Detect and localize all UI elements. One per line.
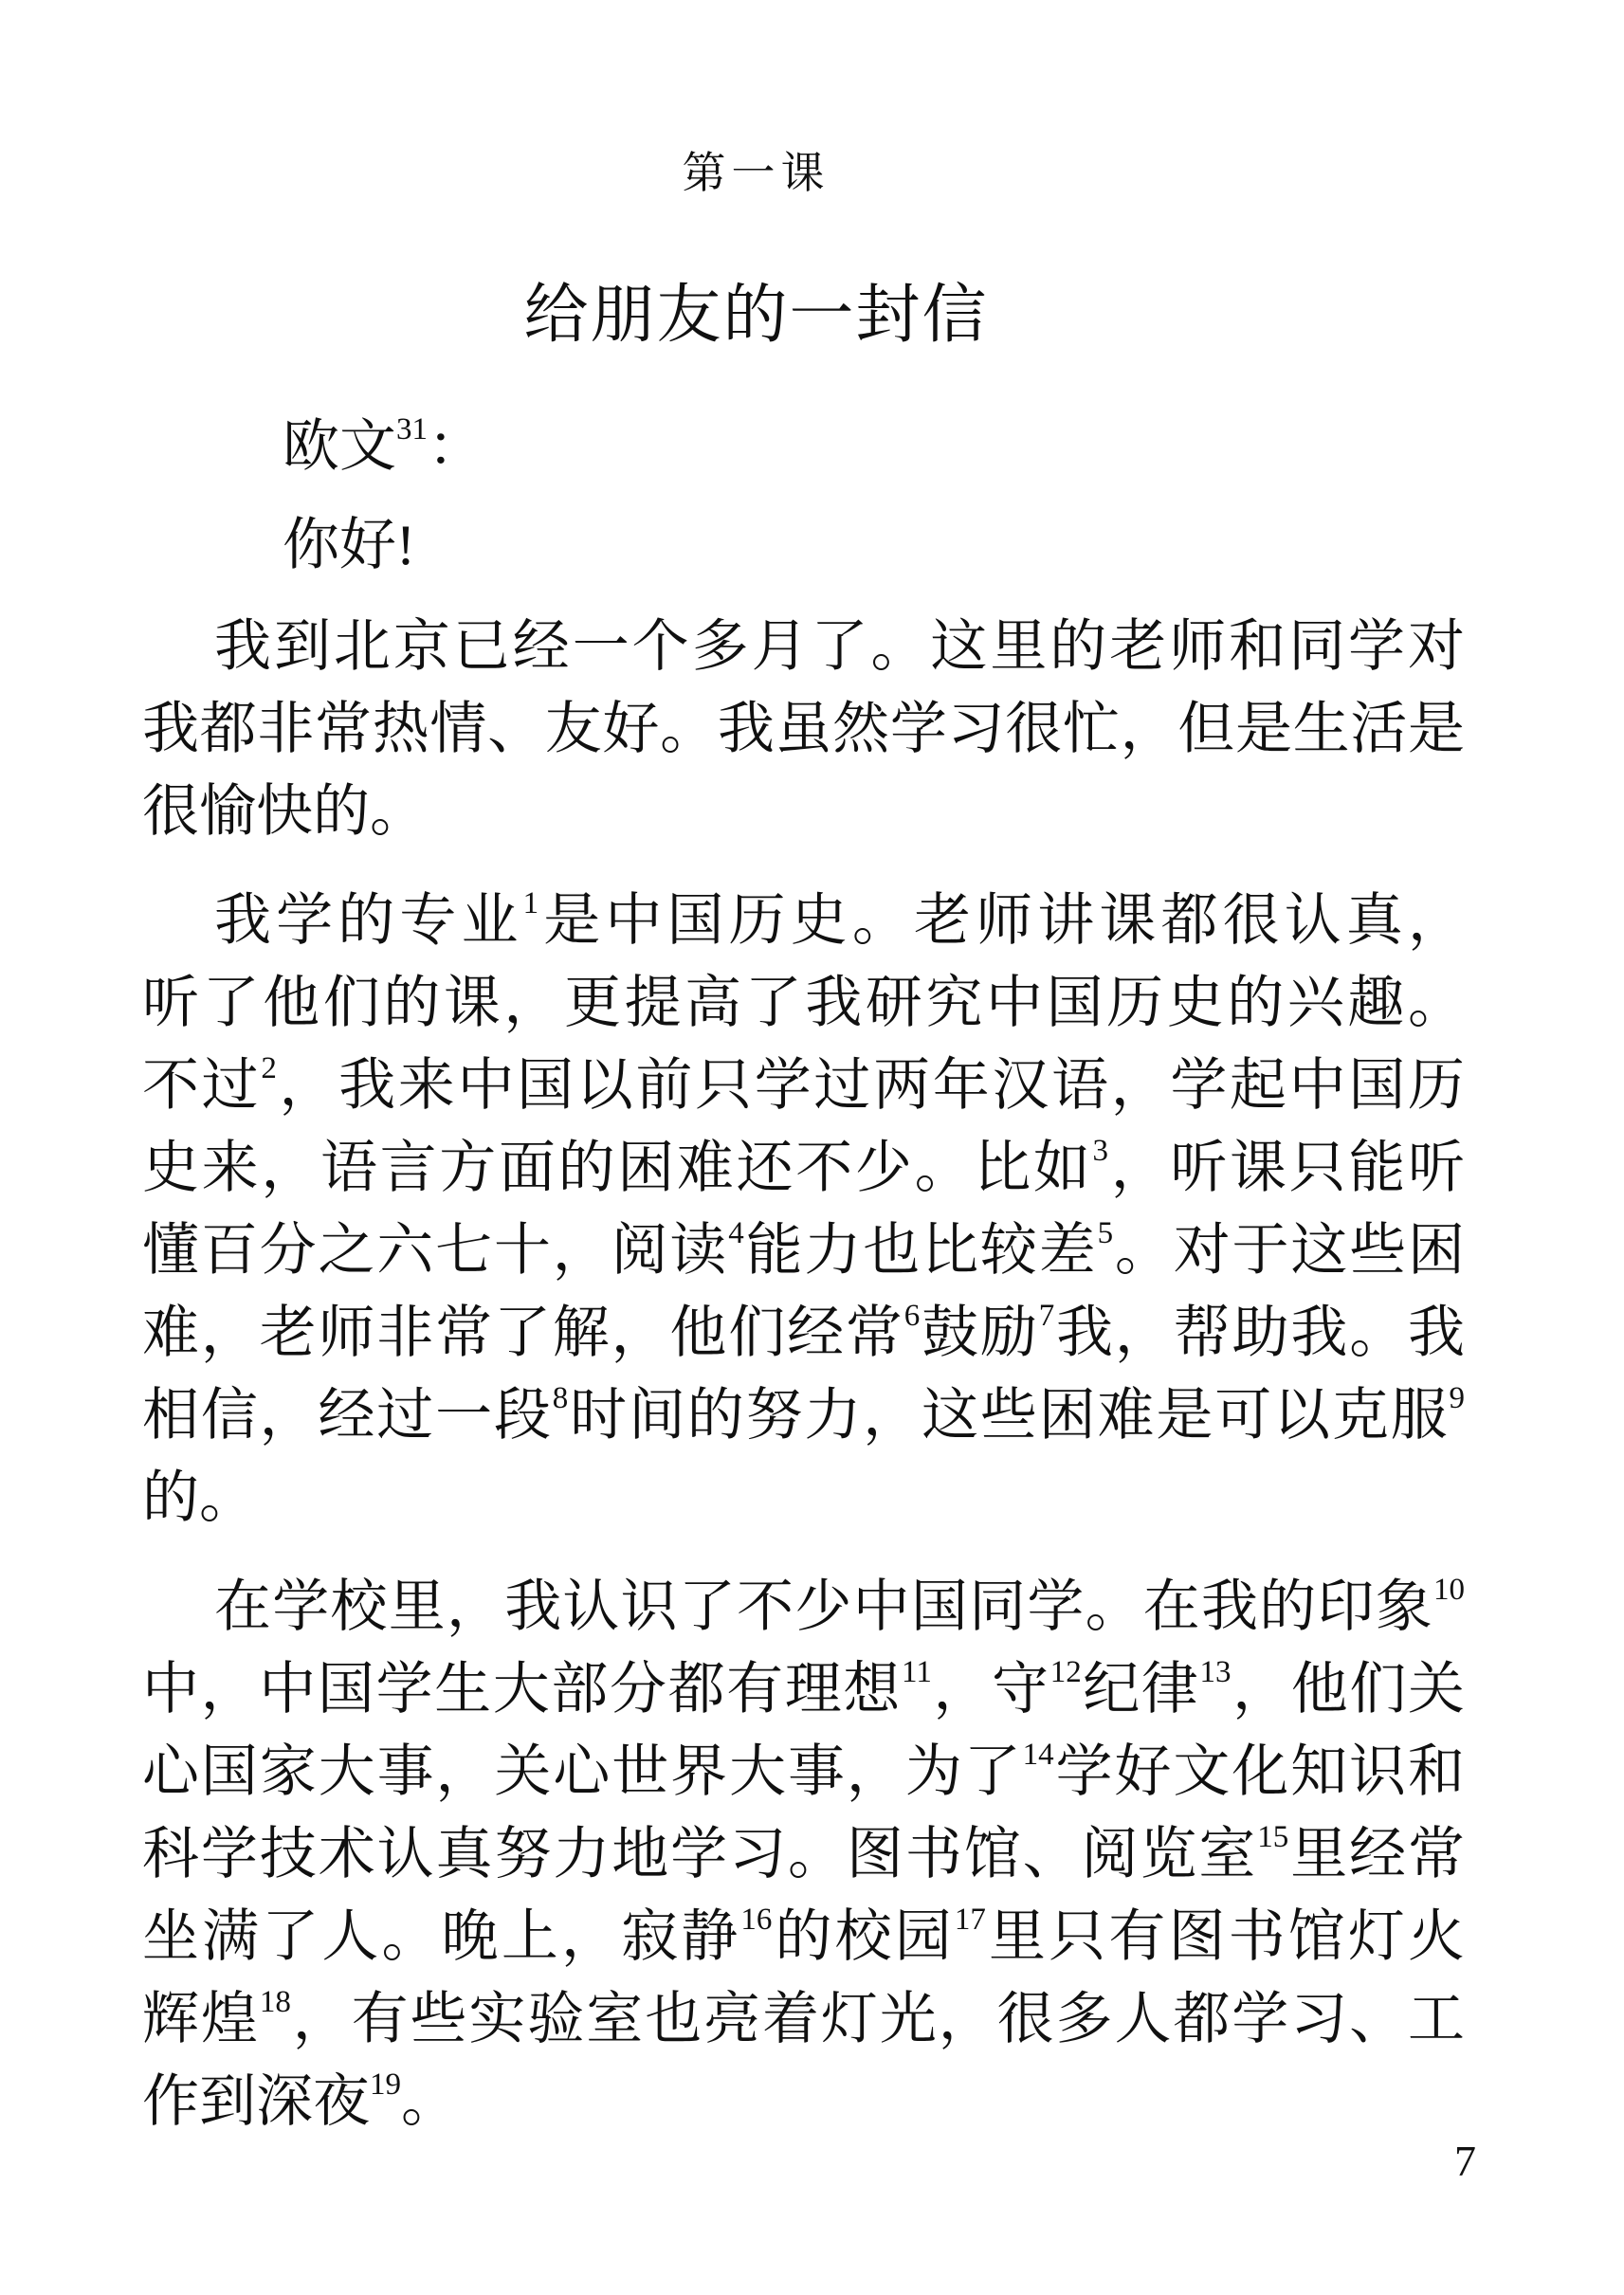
page-title: 给朋友的一封信 [523,279,989,351]
footnote-ref: 6 [903,1299,921,1333]
footnote-ref: 7 [1038,1299,1055,1333]
footnote-ref: 13 [1199,1655,1232,1689]
footnote-ref: 19 [370,2067,401,2102]
letter-body [142,606,1465,2143]
text-line: 相信，经过一段$^8$时间的努力，这些困难是可以克服$^9$ [142,1381,1466,1447]
footnote-ref: 4 [728,1216,744,1250]
text-line: 坐满了人。晚上，寂静$^{16}$的校园$^{17}$里只有图书馆灯火 [142,1903,1466,1968]
text-line: 很愉快的。 [142,780,427,843]
text-line: 的。 [142,1466,256,1529]
letter-paragraph [142,880,1465,1539]
text-line: 我到北京已经一个多月了。这里的老师和同学对 [214,615,1465,678]
text-line: 我学的专业$^1$是中国历史。老师讲课都很认真， [214,886,1465,952]
footnote-ref: 3 [1092,1134,1109,1168]
footnote-ref: 15 [1257,1820,1289,1854]
text-line: 懂百分之六七十，阅读$^4$能力也比较差$^5$。对于这些困 [142,1216,1466,1282]
footnote-ref: 18 [259,1985,291,2019]
footnote-ref: 31 [396,412,428,446]
page-content [142,140,1465,2143]
footnote-ref: 10 [1433,1573,1465,1607]
footnote-ref: 11 [902,1655,932,1689]
salutation: 欧文$^{31}$： [283,412,484,478]
text-line: 辉煌$^{18}$，有些实验室也亮着灯光，很多人都学习、工 [142,1985,1466,2050]
footnote-ref: 14 [1022,1738,1054,1772]
footnote-ref: 16 [740,1903,773,1937]
footnote-ref: 2 [261,1051,277,1085]
text-line: 科学技术认真努力地学习。图书馆、阅览室$^{15}$里经常 [142,1820,1466,1885]
text-line: 史来，语言方面的困难还不少。比如$^3$，听课只能听 [142,1134,1466,1199]
text-line: 心国家大事，关心世界大事，为了$^{14}$学好文化知识和 [142,1738,1466,1803]
footnote-ref: 17 [954,1903,986,1937]
text-line: 不过$^2$，我来中国以前只学过两年汉语，学起中国历 [142,1051,1466,1117]
footnote-ref: 12 [1049,1655,1082,1689]
page-number: 7 [1454,2137,1476,2185]
text-line: 作到深夜$^{19}$。 [142,2067,458,2133]
text-line: 在学校里，我认识了不少中国同学。在我的印象$^{10}$ [214,1573,1465,1638]
text-line: 难，老师非常了解，他们经常$^6$鼓励$^7$我，帮助我。我 [142,1299,1466,1364]
footnote-ref: 8 [552,1381,569,1415]
text-line: 听了他们的课，更提高了我研究中国历史的兴趣。 [142,972,1465,1034]
footnote-ref: 5 [1097,1216,1114,1250]
text-line: 我都非常热情、友好。我虽然学习很忙，但是生活是 [142,698,1465,760]
footnote-ref: 1 [522,886,539,920]
text-line: 中，中国学生大部分都有理想$^{11}$，守$^{12}$纪律$^{13}$，他们关 [142,1655,1466,1721]
lesson-label: 第一课 [682,149,830,197]
letter-paragraph [142,606,1465,853]
greeting: 你好! [283,514,415,576]
letter-paragraph [142,1566,1465,2143]
footnote-ref: 9 [1449,1381,1466,1415]
